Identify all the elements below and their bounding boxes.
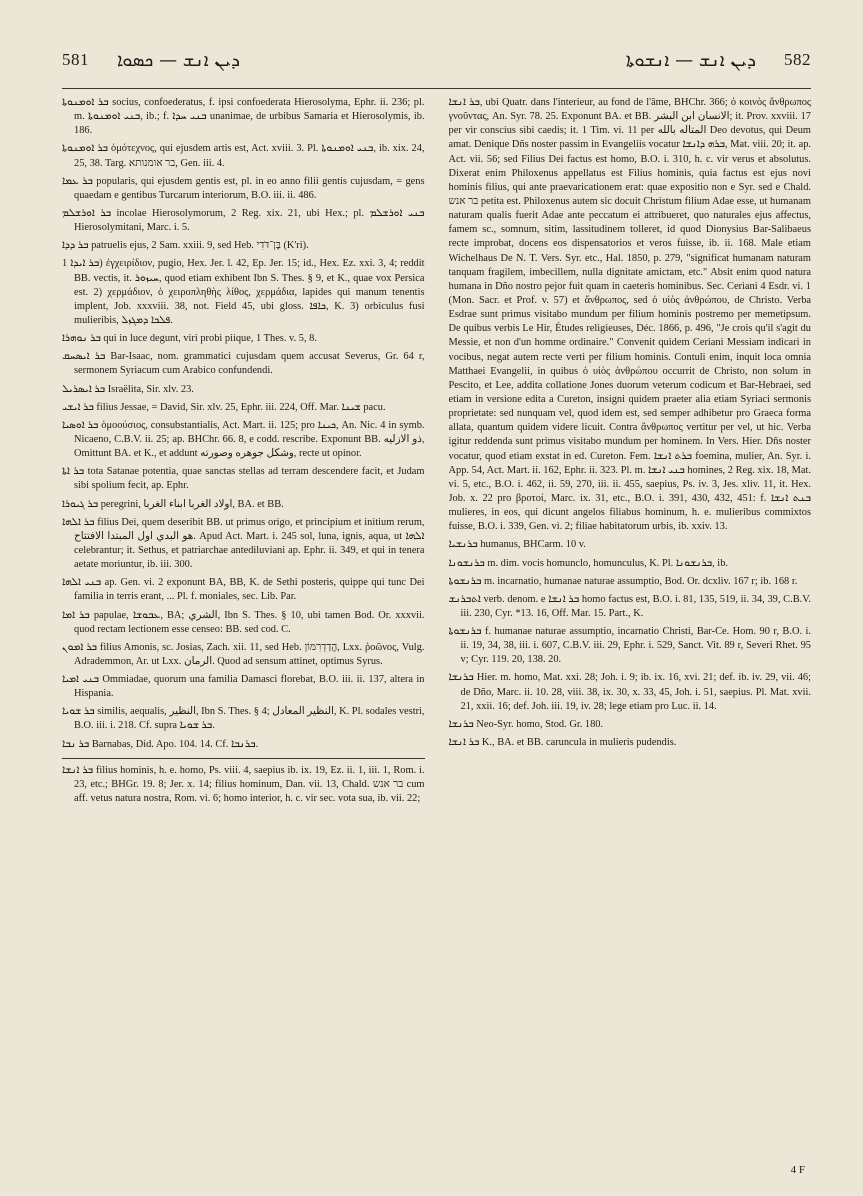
dictionary-entry: ܒܪܢܫܘܬܐ m. incarnatio, humanae naturae assumptio, Bod. Or. dcxliv. 167 r; ib. 168 r. (448, 575, 798, 587)
dictionary-entry: ܒܪܢܫܐ Hier. m. homo, Mat. xxi. 28; Joh. i. 9; ib. ix. 16, xvi. 21; def. ib. iv. 29, vii. 46; de Dño, Marc. ii. 10. 28, viii. 38, ix. 30, x. 33, 45, Joh. i. 51, saepius. Pl. Mat. xvii. 21, xxii. 16; def. Joh. iii. 19, iv. 28; lege etiam pro Luc. ii. 14. (448, 672, 811, 712)
dictionary-entry: ܒܪ ܐܘܣܝܐ ὁμοούσιος, consubstantialis, Act. Mart. ii. 125; pro ܟܝܢܐ, An. Nic. 4 in symb. Nicaeno, C.B.V. ii. 25; ap. BHChr. 66. 8, e codd. rescribe. Exponunt BB. ذو الازليه, Omittunt BA. et K., et addunt وشكل جوهره وصورته, recte ut opinor. (62, 419, 425, 460)
left-running-title: ܕܝܢ ܐܢܫ — ܟܣܘܐ (117, 49, 240, 71)
dictionary-entry: ܒܪܢܫܘܬܐ f. humanae naturae assumptio, incarnatio Christi, Bar-Ce. Hom. 90 r, B.O. i. ii. 19, 34, 38, iii. i. 607, C.B.V. iii. 29, Ephr. i. 529, Sanct. Vit. 89 r, Severi Rhet. 95 v; Cyr. 119. 20, 138. 20. (448, 626, 811, 666)
page-header (62, 40, 811, 80)
dictionary-entry: ܒܪ ܐܝܕܐ 1) ἐγχειρίδιον, pugio, Hex. Jer. l. 42, Ep. Jer. 15; id., Hex. Ez. xxi. 3, 4; reddit BB. vectis, it. ܚܝܙܘܪ, quod etiam exhibent Ibn S. Thes. § 9, et K., quae vox Persica est. 2) χερμάδιον, ὁ χειροπληθὴς λίθος, χερμάδια, lapides qui manum tenentis implent, Job. xxxviii. 38, not. Field 45, ubi gloss. ܟܐܦܐ, K. 3) orbiculus fusi mulieribis, ܦܠܟܐ ܕܡܓܙܠ. (62, 258, 425, 326)
dictionary-entry: ܒܪ ܐܢܫܐ K., BA. et BB. caruncula in mulieris pudendis. (448, 737, 677, 749)
dictionary-entry: ܒܪ ܐܝܣܚܩ Bar-Isaac, nom. grammatici cujusdam quem accusat Severus, Gr. 64 r, sermonem Syriacum cum Arabico confundendi. (62, 351, 425, 377)
header-left (62, 50, 240, 71)
dictionary-entry: ܒܪ ܐܘܡܢܘܬܐ ὁμότεχνος, qui ejusdem artis est, Act. xviii. 3. Pl. ܒܢܝ ܐܘܡܢܘܬܐ, ib. xix. 24, 25, 38. Targ. בר אומנותא, Gen. iii. 4. (62, 143, 425, 169)
dictionary-entry: ܒܪ ܥܡܐ popularis, qui ejusdem gentis est, pl. in eo anno filii gentis cujusdam, = gens quaedam e gentibus Turcarum interiorum, B.O. iii. ii. 486. (62, 175, 425, 201)
dictionary-entry: ܒܪ ܢܒܐ Barnabas, Did. Apo. 104. 14. Cf. ܒܪܢܒܐ. (62, 738, 259, 750)
dictionary-entry: ܒܪ ܐܘܪܫܠܡ incolae Hierosolymorum, 2 Reg. xix. 21, ubi Hex.; pl. ܒܢܝ ܐܘܪܫܠܡ Hierosolymitani, Marc. i. 5. (62, 207, 425, 234)
dictionary-entry: ܒܪ ܓܝܘܪܐ peregrini, اولاد الغربا ابناء الغربا, BA. et BB. (62, 498, 284, 510)
dictionary-entry: ܒܪ ܢܘܗܪܐ qui in luce degunt, viri probi piique, 1 Thes. v. 5, 8. (62, 333, 317, 345)
right-page-number: 582 (784, 50, 811, 69)
dictionary-entry: ܒܪܢܫܝܐ humanus, BHCarm. 10 v. (448, 539, 586, 551)
columns (62, 96, 811, 1166)
dictionary-entry: ܒܪ ܐܝܫܝ filius Jessae, = David, Sir. xlv. 25, Ephr. iii. 224, Off. Mar. ܫܝܢܐ pacu. (62, 401, 386, 413)
header-right (626, 50, 811, 71)
dictionary-entry: ܒܪ ܫܘܝܐ similis, aequalis, النظير, Ibn S. Thes. § 4; النظير المعادل, K. Pl. sodales vestri, B.O. iii. i. 218. Cf. supra ܒܪ ܫܘܝܐ. (62, 706, 425, 732)
dictionary-entry: ܒܪ ܐܢܫܐ, ubi Quatr. dans l'interieur, au fond de l'âme, BHChr. 366; ὁ κοινὸς ἄνθρωπος γνοῦντας, An. Syr. 78. 25. Exponunt BA. et BB. الانسان ابن البشر; it. Prov. xxviii. 17 per vir conscius sibi caedis; it. 1 Tim. vi. 11 per المتاله بالله Deo devotus, qui Deum amat. Denique Dñs noster passim in Evangeliis vocatur ܒܪܗ ܕܐܢܫܐ, Mat. viii. 20; it. ap. Act. vii. 56; sed Filius Dei factus est homo, B.O. i. 310, h. c. vir verus et absolutus. Dixerat enim Philoxenus appellatus est Filius hominis, quia factus est ejus novi hominis filius, qui ante praevaricationem erat: quae expositio non e Syr. sed e Chald. בר אנש petita est. Philoxenus autem sic docuit Christum filium Adae esse, ut humanam naturam qualis fuerit Adae ante peccatum ei attribueret, quo naturales ejus affectus, famem sc., somnum, sitim, lassitudinem tolleret, id quod Dionysius Bar-Salibaeus recte improbat, docens eos dispensatorios et veros fuisse, ib. ii. 168. Male etiam Wichelhaus De N. T. Vers. Syr. etc., Hal. 1850, p. 279, "significat humanam naturam tanquam fragilem, imbecillem, nulla dignitate amictam, etc." Absit enim quod natura humana in Dño nostro pejor fuit quam in caeteris hominibus. Sec. Ceriani 4 Esdr. vi. 1 (Mon. Sacr. et Prof. v. 57) et ἄνθρωπος, sed ὁ υἱὸς ἀνθρώπου, de Christo. Verba Esdrae sunt primus visitabo mundum per filium hominis postremo per memetipsum. De quibus verbis Le Hir, Études religieuses, Déc. 1866, p. 496, "Je crois qu'il s'agit du Messie, et non d'un homme ordinaire." Convenit quidem Ceriani Messiam indicari in vocibus, negat autem recte verti per filium hominis. Contuli enim, inquit loca omnia Matthaei Evangelii, in quibus ὁ υἱὸς ἀνθρώπου occurrit de Christo, non solum in Pescito, et Lee, addita collatione Jones duorum veterum codicum et Bar-Hebraei, sed etiam in versione edita a Cureton, insigni quidem praeter alia etiam Syriaci sermonis proprietate: sed nunquam vel, quod idem est, sed semper adhibetur pro Graeca forma allata, quantum quidem videre licuit. Contra ἄνθρωπος vertitur per vel, ut hic. Verba igitur reddenda sunt primus visitabo mundum per hominem. In Vers. Hier. Dñs noster vocatur, quod etiam exstat in ed. Cureton. Fem. ܒܪܬ ܐܢܫܐ foemina, mulier, An. Syr. i. App. 54, Act. Mart. ii. 162, Ephr. ii. 323. Pl. m. ܒܢܝ ܐܢܫܐ homines, 2 Reg. xix. 18, Mat. vi. 5, etc., B.O. i. 462, ii. 59, 270, iii. ii. 455, saepius, Ps. iv. 3, Jes. xliv. 11, it. Hex. Job. x. 22 pro βροτοί, Marc. ix. 31, etc., B.O. i. 391, 430, 432, 451: f. ܒܢܬ ܐܢܫܐ mulieres, in eos, qui dicunt angelos filiabus hominum, h. e. mulieribus commixtos fuisse, B.O. i. 339, Gen. vi. 2; filiae habitatorum urbis, ib. xxiv. 13. (448, 97, 811, 533)
dictionary-entry: ܒܪ ܐܡܐ papulae, ܥܒܘܫܐ, BA; الشري, Ibn S. Thes. § 10, ubi tamen Bod. Or. xxxvii. quod rectam lectionem esse censeo: BB. sed cod. C. (62, 609, 425, 635)
dictionary-entry: ܒܪ ܐܘܡܢܘܬܐ socius, confoederatus, f. ipsi confoederata Hierosolyma, Ephr. ii. 236; pl. m. ܒܢܝ ܐܘܡܢܘܬܐ, ib.; f. ܒܢܝ ܚܕܐ unanimae, de urbibus Samaria et Hierosolymis, ib. 186. (62, 97, 425, 137)
dictionary-entry: ܒܢܝ ܐܡܝܐ Ommiadae, quorum una familia Damasci florebat, B.O. iii. ii. 137, altera in Hispania. (62, 674, 425, 700)
dictionary-entry: ܒܪܢܫܐ Neo-Syr. homo, Stod. Gr. 180. (448, 718, 604, 730)
dictionary-entry: ܒܪ ܐܡܘܢ filius Amonis, sc. Josias, Zach. xii. 11, sed Heb. הֲדַדְרִמּוֹן, Lxx. ῥοῶνος, Vulg. Adrademmon, Ar. ut Lxx. الرمان. Quod ad sensum attinet, optimus Syrus. (62, 641, 425, 667)
dictionary-entry: ܒܪ ܐܢܫܐ filius hominis, h. e. homo, Ps. viii. 4, saepius ib. ix. 19, Ez. ii. 1, iii. 1, Rom. i. 23, etc.; BHGr. 19. 8; Jer. x. 14; filius hominum, Dan. vii. 13, Chald. בר אנש cum aff. vetus natura nostra, Rom. vi. 6; homo interior, h. c. vir sec. vota sua, ib. vii. 22; (62, 758, 425, 806)
dictionary-entry: ܒܪ ܐܠܗܐ filius Dei, quem deseribit BB. ut primus origo, et principium et initium rerum, هو البدي اول المبتدا الافتتاح. Apud Act. Mart. i. 245 sol, luna, ignis, aqua, ut ܐܠܗܐ celebrantur; it. Sethus, et patriarchae antediluviani ap. Ephr. ii. 349, et qui in tenera aetate moriuntur, ib. iii. 300. (62, 516, 425, 571)
dictionary-entry: ܒܪ ܐܬܐ tota Satanae potentia, quae sanctas stellas ad terram descendere facit, et Judam sibi spolium fecit, ap. Ephr. (62, 466, 425, 492)
dictionary-entry: ܐܬܒܪܢܫ verb. denom. e ܒܪ ܐܢܫܐ homo factus est, B.O. i. 81, 135, 519, ii. 34, 39, C.B.V. iii. 230, Cyr. *13. 16, Off. Mar. 15. Part., K. (448, 593, 811, 619)
right-running-title: ܕܝܢ ܐܢܫ — ܐܢܫܘܬܐ (625, 49, 756, 71)
dictionary-entry: ܒܪ ܐܝܣܪܝܠ Israëlita, Sir. xlv. 23. (62, 383, 194, 395)
left-column (62, 96, 425, 1166)
left-page-number: 581 (62, 50, 89, 69)
right-column (449, 96, 812, 1166)
dictionary-entry: ܒܢܝ ܐܠܗܐ ap. Gen. vi. 2 exponunt BA, BB, K. de Sethi posteris, quippe qui tunc Dei familia in terris erant, ... Pl. f. moniales, sec. Lib. Par. (62, 577, 425, 603)
dictionary-entry: ܒܪ ܕܕܐ patruelis ejus, 2 Sam. xxiii. 9, sed Heb. בֶּן־דֹּדִי (K'ri). (62, 240, 309, 252)
signature-mark: 4 F (790, 1164, 805, 1176)
dictionary-entry: ܒܪܢܫܘܢܐ m. dim. vocis homunclo, homunculus, K. Pl. ܒܪܢܫܘܢܐ, ib. (448, 557, 728, 569)
header-rule (62, 88, 811, 89)
